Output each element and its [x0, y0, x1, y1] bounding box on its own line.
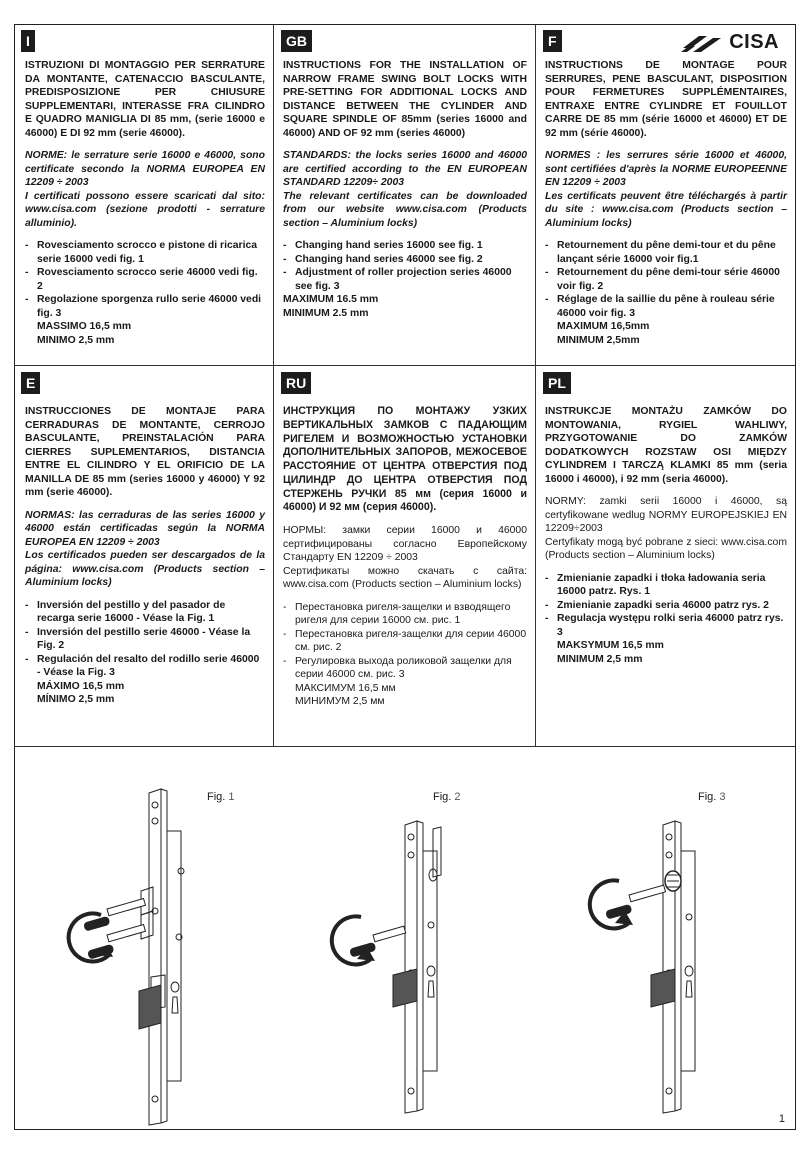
section-norms: NORMY: zamki serii 16000 i 46000, są certyfikowane wedlug NORMY EUROPEJSKIEJ EN 12209÷2003 Certyfikaty mogą być pobrane z sieci: www.cisa.com (Products section – Aluminium locks)	[545, 496, 787, 562]
section-italian	[25, 59, 265, 347]
figure-1-illustration	[61, 787, 221, 1127]
figure-2-illustration	[313, 815, 473, 1115]
section-title: INSTRUCCIONES DE MONTAJE PARA CERRADURAS DE MONTANTE, CERROJO BASCULANTE, PREINSTALACIÓN PARA CIERRES SUPLEMENTARIOS, DISTANCIA ENTRE EL CILINDRO Y EL ORIFICIO DE LA MANILLA DE 85 mm (series 16000 y 46000) Y 92 mm (serie 46000).	[25, 406, 265, 499]
list-item: - Zmienianie zapadki i tłoka ładowania seria 16000 patrz. Rys. 1	[545, 572, 787, 599]
instruction-list	[545, 572, 787, 640]
list-item: - Rovesciamento scrocco e pistone di ricarica serie 16000 vedi fig. 1	[25, 239, 265, 266]
section-norms: NORMES : les serrures série 16000 et 46000, sont certifiées d'après la NORME EUROPEENNE EN 12209 ÷ 2003 Les certificats peuvent être téléchargés à partir du site : www.cisa.com (Products section – Aluminium locks)	[545, 150, 787, 229]
list-item: - Changing hand series 46000 see fig. 2	[283, 253, 527, 267]
column-divider	[273, 25, 274, 746]
min-value: MINIMUM 2,5 mm	[557, 653, 643, 665]
max-value: MAXIMUM 16.5 mm	[283, 294, 379, 306]
section-norms: НОРМЫ: замки серии 16000 и 46000 сертифицированы согласно Европейскому Стандарту EN 12209 ÷ 2003 Сертификаты можно скачать с сайта: www.cisa.com (Products section – Aluminium locks)	[283, 525, 527, 591]
language-tag-ru: RU	[281, 372, 311, 394]
section-title: ИНСТРУКЦИЯ ПО МОНТАЖУ УЗКИХ ВЕРТИКАЛЬНЫХ ЗАМКОВ С ПАДАЮЩИМ РИГЕЛЕМ И ВОЗМОЖНОСТЬЮ УСТАНОВКИ ДОПОЛНИТЕЛЬНЫХ ЗАПОРОВ, МЕЖОСЕВОЕ РАССТОЯНИЕ ОТ ЦЕНТРА ОТВЕРСТИЯ ПОД ЦИЛИНДР ДО ЦЕНТРА ОТВЕРСТИЯ ПОД СТЕРЖЕНЬ РУЧКИ 85 мм (серия 16000 и 46000) И 92 мм (серия 46000).	[283, 405, 527, 514]
section-english	[283, 59, 527, 320]
list-item: - Regulacja występu rolki seria 46000 patrz rys. 3	[545, 612, 787, 639]
list-item: - Adjustment of roller projection series 46000 see fig. 3	[283, 266, 527, 293]
section-french	[545, 59, 787, 347]
figure-label-2	[433, 791, 461, 803]
row-divider	[15, 746, 795, 747]
figure-3-illustration	[581, 815, 731, 1115]
section-norms: NORME: le serrature serie 16000 e 46000, sono certificate secondo la NORMA EUROPEA EN 12209 ÷ 2003 I certificati possono essere scaricati dal sito: www.cisa.com (sezione prodotti - serrature alluminio).	[25, 150, 265, 229]
instruction-sheet	[14, 24, 796, 1130]
min-value: MINIMUM 2,5mm	[557, 334, 640, 346]
language-tag-fr: F	[543, 30, 562, 52]
brand-name: CISA	[729, 31, 779, 53]
list-item: - Перестановка ригеля-защелки и взводящего ригеля для серии 16000 см. рис. 1	[283, 601, 527, 628]
list-item: - Регулировка выхода роликовой защелки для серии 46000 см. рис. 3	[283, 655, 527, 682]
row-divider	[15, 365, 795, 366]
list-item: - Retournement du pêne demi-tour série 46000 voir fig. 2	[545, 266, 787, 293]
section-polish	[545, 405, 787, 666]
figure-label-3	[698, 791, 726, 803]
max-value: MAKSYMUM 16,5 mm	[557, 640, 664, 652]
list-item: - Regulación del resalto del rodillo serie 46000 - Véase la Fig. 3	[25, 653, 265, 680]
figure-label-text: Fig.	[207, 791, 226, 803]
figure-number: 2	[454, 791, 461, 803]
section-title: ISTRUZIONI DI MONTAGGIO PER SERRATURE DA MONTANTE, CATENACCIO BASCULANTE, PREDISPOSIZIONE PER CHIUSURE SUPPLEMENTARI, INTERASSE FRA CILINDRO E QUADRO MANIGLIA DI 85 mm, (serie 16000 e 46000) E DI 92 mm (serie 46000).	[25, 60, 265, 139]
page-number: 1	[778, 1113, 785, 1125]
language-tag-it: I	[21, 30, 35, 52]
list-item: - Réglage de la saillie du pêne à rouleau série 46000 voir fig. 3	[545, 293, 787, 320]
list-item: - Inversión del pestillo serie 46000 - Véase la Fig. 2	[25, 626, 265, 653]
section-norms: NORMAS: las cerraduras de las series 16000 y 46000 están certificadas según la NORMA EUROPEA EN 12209 ÷ 2003 Los certificados pueden ser descargados de la página: www.cisa.com (Products section – Aluminium locks)	[25, 509, 265, 589]
language-tag-es: E	[21, 372, 40, 394]
section-title: INSTRUCTIONS DE MONTAGE POUR SERRURES, PENE BASCULANT, DISPOSITION POUR FERMETURES SUPPLÉMENTAIRES, ENTRAXE ENTRE CYLINDRE ET FOUILLOT CARRE DE 85 mm (série 16000 et 46000) ET DE 92 mm (série 46000).	[545, 60, 787, 139]
cisa-stripes-icon	[679, 32, 725, 54]
instruction-list	[25, 599, 265, 680]
instruction-list	[25, 239, 265, 320]
list-item: - Changing hand series 16000 see fig. 1	[283, 239, 527, 253]
list-item: - Zmienianie zapadki seria 46000 patrz rys. 2	[545, 599, 787, 613]
min-value: МИНИМУМ 2,5 мм	[295, 696, 385, 708]
section-title: INSTRUKCJE MONTAŻU ZAMKÓW DO MONTOWANIA, RYGIEL WAHLIWY, PRZYGOTOWANIE DO ZAMKÓW DODATKOWYCH ROZSTAW OSI MIĘDZY CYLINDREM I TARCZĄ KLAMKI 85 mm (seria 16000 i 46000), i 92 mm (seria 46000).	[545, 406, 787, 485]
section-norms: STANDARDS: the locks series 16000 and 46000 are certified according to the EN EUROPEAN STANDARD 12209÷ 2003 The relevant certificates can be downloaded from our website www.cisa.com (Products section – Aluminium locks)	[283, 150, 527, 229]
max-value: MASSIMO 16,5 mm	[37, 321, 132, 333]
list-item: - Regolazione sporgenza rullo serie 46000 vedi fig. 3	[25, 293, 265, 320]
figure-label-text: Fig.	[433, 791, 452, 803]
section-spanish	[25, 405, 265, 707]
instruction-list	[283, 239, 527, 293]
instruction-list	[283, 601, 527, 682]
brand-logo	[679, 31, 779, 54]
figure-number: 3	[719, 791, 726, 803]
instruction-list	[545, 239, 787, 320]
min-value: MINIMO 2,5 mm	[37, 334, 115, 346]
section-russian	[283, 405, 527, 709]
max-value: MÁXIMO 16,5 mm	[37, 680, 125, 692]
max-value: MAXIMUM 16,5mm	[557, 321, 650, 333]
language-tag-pl: PL	[543, 372, 571, 394]
figure-label-text: Fig.	[698, 791, 717, 803]
min-value: MÍNIMO 2,5 mm	[37, 694, 115, 706]
max-value: МАКСИМУМ 16,5 мм	[295, 682, 396, 694]
list-item: - Rovesciamento scrocco serie 46000 vedi fig. 2	[25, 266, 265, 293]
language-tag-gb: GB	[281, 30, 312, 52]
figure-number: 1	[228, 791, 235, 803]
min-value: MINIMUM 2.5 mm	[283, 307, 369, 319]
list-item: - Перестановка ригеля-защелки для серии 46000 см. рис. 2	[283, 628, 527, 655]
list-item: - Inversión del pestillo y del pasador de recarga serie 16000 - Véase la Fig. 1	[25, 599, 265, 626]
column-divider	[535, 25, 536, 746]
list-item: - Retournement du pêne demi-tour et du pêne lançant série 16000 voir fig.1	[545, 239, 787, 266]
section-title: INSTRUCTIONS FOR THE INSTALLATION OF NARROW FRAME SWING BOLT LOCKS WITH PRE-SETTING FOR ADDITIONAL LOCKS AND DISTANCE BETWEEN THE CYLINDER AND SQUARE SPINDLE OF 85mm (series 16000 and 46000) AND OF 92 mm (series 46000)	[283, 60, 527, 139]
